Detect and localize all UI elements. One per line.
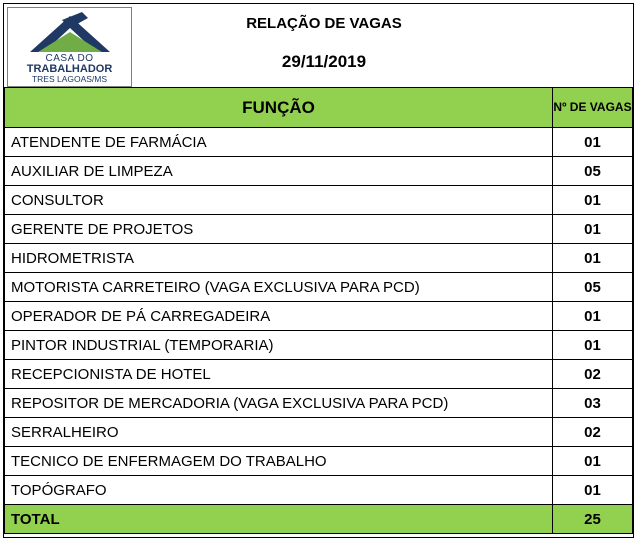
total-row bbox=[5, 505, 633, 534]
job-title-cell: MOTORISTA CARRETEIRO (VAGA EXCLUSIVA PARA PCD) bbox=[5, 273, 553, 302]
table-row bbox=[5, 302, 633, 331]
job-title-cell: TOPÓGRAFO bbox=[5, 476, 553, 505]
vacancy-count-cell: 01 bbox=[553, 476, 633, 505]
table-row bbox=[5, 476, 633, 505]
job-title-cell: PINTOR INDUSTRIAL (TEMPORARIA) bbox=[5, 331, 553, 360]
house-roof-icon bbox=[8, 8, 131, 56]
job-title-cell: HIDROMETRISTA bbox=[5, 244, 553, 273]
table-row bbox=[5, 389, 633, 418]
table-row bbox=[5, 418, 633, 447]
table-row bbox=[5, 215, 633, 244]
logo-text-casa-do: CASA DO bbox=[45, 53, 94, 64]
vacancy-count-cell: 01 bbox=[553, 331, 633, 360]
vacancy-count-cell: 05 bbox=[553, 157, 633, 186]
job-title-cell: RECEPCIONISTA DE HOTEL bbox=[5, 360, 553, 389]
table-row bbox=[5, 186, 633, 215]
job-title-cell: OPERADOR DE PÁ CARREGADEIRA bbox=[5, 302, 553, 331]
table-row bbox=[5, 157, 633, 186]
vacancy-count-cell: 01 bbox=[553, 447, 633, 476]
job-title-cell: GERENTE DE PROJETOS bbox=[5, 215, 553, 244]
total-value: 25 bbox=[553, 505, 633, 534]
vacancies-table bbox=[4, 87, 633, 534]
vacancy-count-cell: 01 bbox=[553, 302, 633, 331]
job-title-cell: CONSULTOR bbox=[5, 186, 553, 215]
column-header-count: Nº DE VAGAS bbox=[553, 88, 633, 128]
job-title-cell: AUXILIAR DE LIMPEZA bbox=[5, 157, 553, 186]
logo-text-city: TRES LAGOAS/MS bbox=[31, 74, 108, 84]
vacancy-count-cell: 01 bbox=[553, 215, 633, 244]
table-row bbox=[5, 244, 633, 273]
page-title: RELAÇÃO DE VAGAS bbox=[246, 15, 402, 32]
table-header-row bbox=[5, 88, 633, 128]
total-label: TOTAL bbox=[5, 505, 553, 534]
casa-do-trabalhador-logo bbox=[7, 7, 132, 87]
vacancy-count-cell: 03 bbox=[553, 389, 633, 418]
vacancy-count-cell: 01 bbox=[553, 244, 633, 273]
job-title-cell: ATENDENTE DE FARMÁCIA bbox=[5, 128, 553, 157]
job-title-cell: REPOSITOR DE MERCADORIA (VAGA EXCLUSIVA PARA PCD) bbox=[5, 389, 553, 418]
table-row bbox=[5, 447, 633, 476]
vacancy-count-cell: 05 bbox=[553, 273, 633, 302]
logo-text-trabalhador: TRABALHADOR bbox=[26, 63, 113, 75]
vacancy-count-cell: 02 bbox=[553, 418, 633, 447]
table-row bbox=[5, 331, 633, 360]
vacancy-count-cell: 01 bbox=[553, 186, 633, 215]
list-date: 29/11/2019 bbox=[281, 52, 367, 71]
table-row bbox=[5, 360, 633, 389]
table-row bbox=[5, 128, 633, 157]
column-header-function: FUNÇÃO bbox=[5, 88, 553, 128]
job-title-cell: TECNICO DE ENFERMAGEM DO TRABALHO bbox=[5, 447, 553, 476]
job-title-cell: SERRALHEIRO bbox=[5, 418, 553, 447]
vacancy-count-cell: 01 bbox=[553, 128, 633, 157]
vacancy-count-cell: 02 bbox=[553, 360, 633, 389]
table-row bbox=[5, 273, 633, 302]
